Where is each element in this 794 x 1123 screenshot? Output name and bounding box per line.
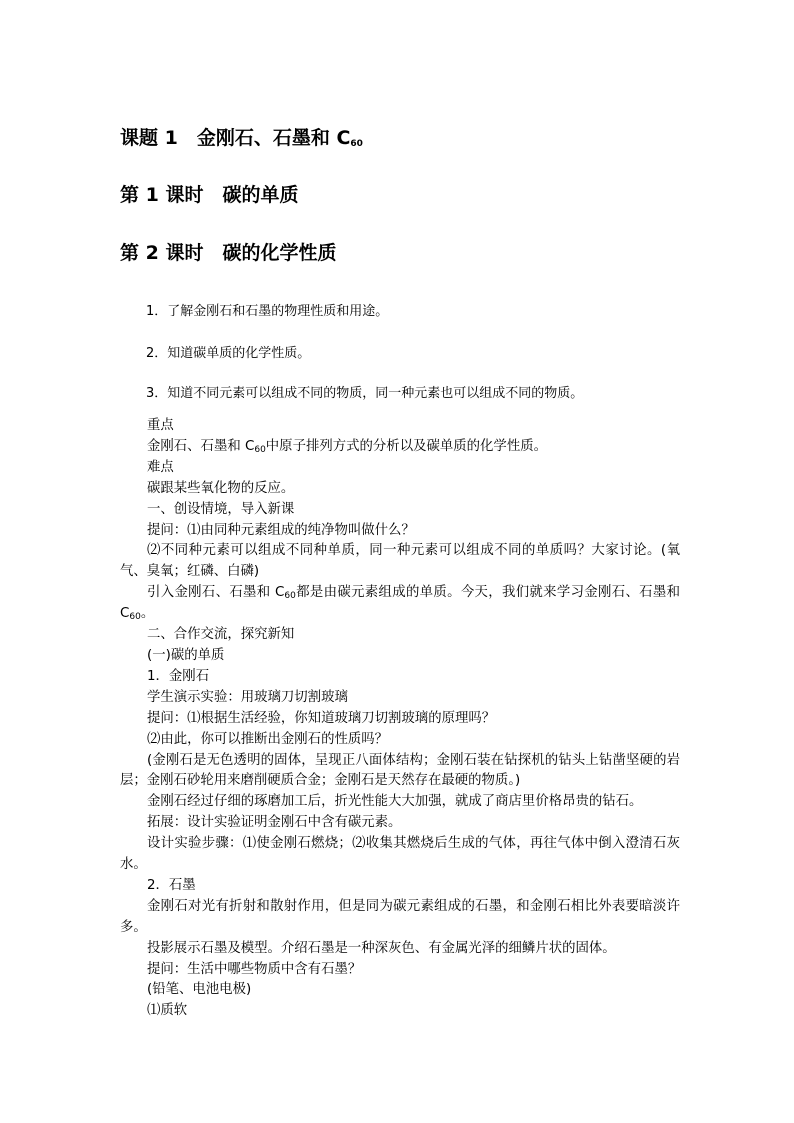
text-span: 金刚石、石墨和 C (147, 438, 255, 454)
paragraph: 提问：⑴由同种元素组成的纯净物叫做什么？ (147, 522, 415, 538)
paragraph-difficulty: 碳跟某些氧化物的反应。 (147, 480, 295, 496)
objective-1: 1．了解金刚石和石墨的物理性质和用途。 (146, 304, 389, 319)
paragraph-difficulty-label: 难点 (147, 459, 174, 475)
paragraph: 金刚石对光有折射和散射作用，但是同为碳元素组成的石墨，和金刚石相比外表要暗淡许多。 (120, 898, 680, 935)
item-heading-diamond: 1．金刚石 (147, 668, 210, 684)
lesson-title (120, 126, 363, 150)
paragraph: (铅笔、电池电极) (147, 982, 252, 998)
paragraph: 投影展示石墨及模型。介绍石墨是一种深灰色、有金属光泽的细鳞片状的固体。 (147, 940, 616, 956)
text-span: 中原子排列方式的分析以及碳单质的化学性质。 (265, 438, 547, 454)
paragraph (120, 583, 680, 625)
paragraph: ⑴质软 (147, 1003, 188, 1019)
lesson-body (120, 416, 680, 1022)
text-span: 。 (140, 606, 155, 622)
paragraph: 提问：生活中哪些物质中含有石墨？ (147, 961, 362, 977)
subscript-60: 60 (129, 612, 141, 623)
subscript-60: 60 (350, 139, 363, 149)
lesson-title-text: 课题 1 金刚石、石墨和 C (120, 127, 351, 149)
paragraph-key-point (120, 437, 680, 458)
subscript-60: 60 (284, 591, 296, 602)
subsection-heading: (一)碳的单质 (147, 647, 225, 663)
paragraph: (金刚石是无色透明的固体，呈现正八面体结构；金刚石装在钻探机的钻头上钻凿坚硬的岩层；金刚石砂轮用来磨削硬质合金；金刚石是天然存在最硬的物质。) (120, 752, 680, 789)
paragraph: ⑵由此，你可以推断出金刚石的性质吗？ (147, 731, 389, 747)
paragraph: 学生演示实验：用玻璃刀切割玻璃 (147, 689, 348, 705)
section-heading-2: 二、合作交流，探究新知 (147, 627, 295, 643)
paragraph: 拓展：设计实验证明金刚石中含有碳元素。 (147, 815, 402, 831)
objective-2: 2．知道碳单质的化学性质。 (146, 346, 311, 361)
subscript-60: 60 (254, 444, 266, 455)
text-span: 都是由碳元素组成的单质。今天，我们就来学习金刚石、石墨和 C (120, 585, 681, 622)
item-heading-graphite: 2．石墨 (147, 877, 196, 893)
paragraph: 设计实验步骤：⑴使金刚石燃烧；⑵收集其燃烧后生成的气体，再往气体中倒入澄清石灰水。 (120, 836, 680, 873)
paragraph: ⑵不同种元素可以组成不同种单质，同一种元素可以组成不同的单质吗？大家讨论。(氧气、臭氧；红磷、白磷) (120, 543, 680, 580)
lesson-2-heading: 第 2 课时 碳的化学性质 (120, 242, 337, 264)
paragraph-key-point-label: 重点 (147, 418, 174, 433)
text-span: 引入金刚石、石墨和 C (147, 585, 285, 601)
lesson-1-heading: 第 1 课时 碳的单质 (120, 184, 299, 206)
paragraph: 提问：⑴根据生活经验，你知道玻璃刀切割玻璃的原理吗？ (147, 710, 496, 726)
section-heading-1: 一、创设情境，导入新课 (147, 501, 295, 517)
paragraph: 金刚石经过仔细的琢磨加工后，折光性能大大加强，就成了商店里价格昂贵的钻石。 (147, 794, 643, 810)
objective-3: 3．知道不同元素可以组成不同的物质，同一种元素也可以组成不同的物质。 (146, 386, 584, 401)
